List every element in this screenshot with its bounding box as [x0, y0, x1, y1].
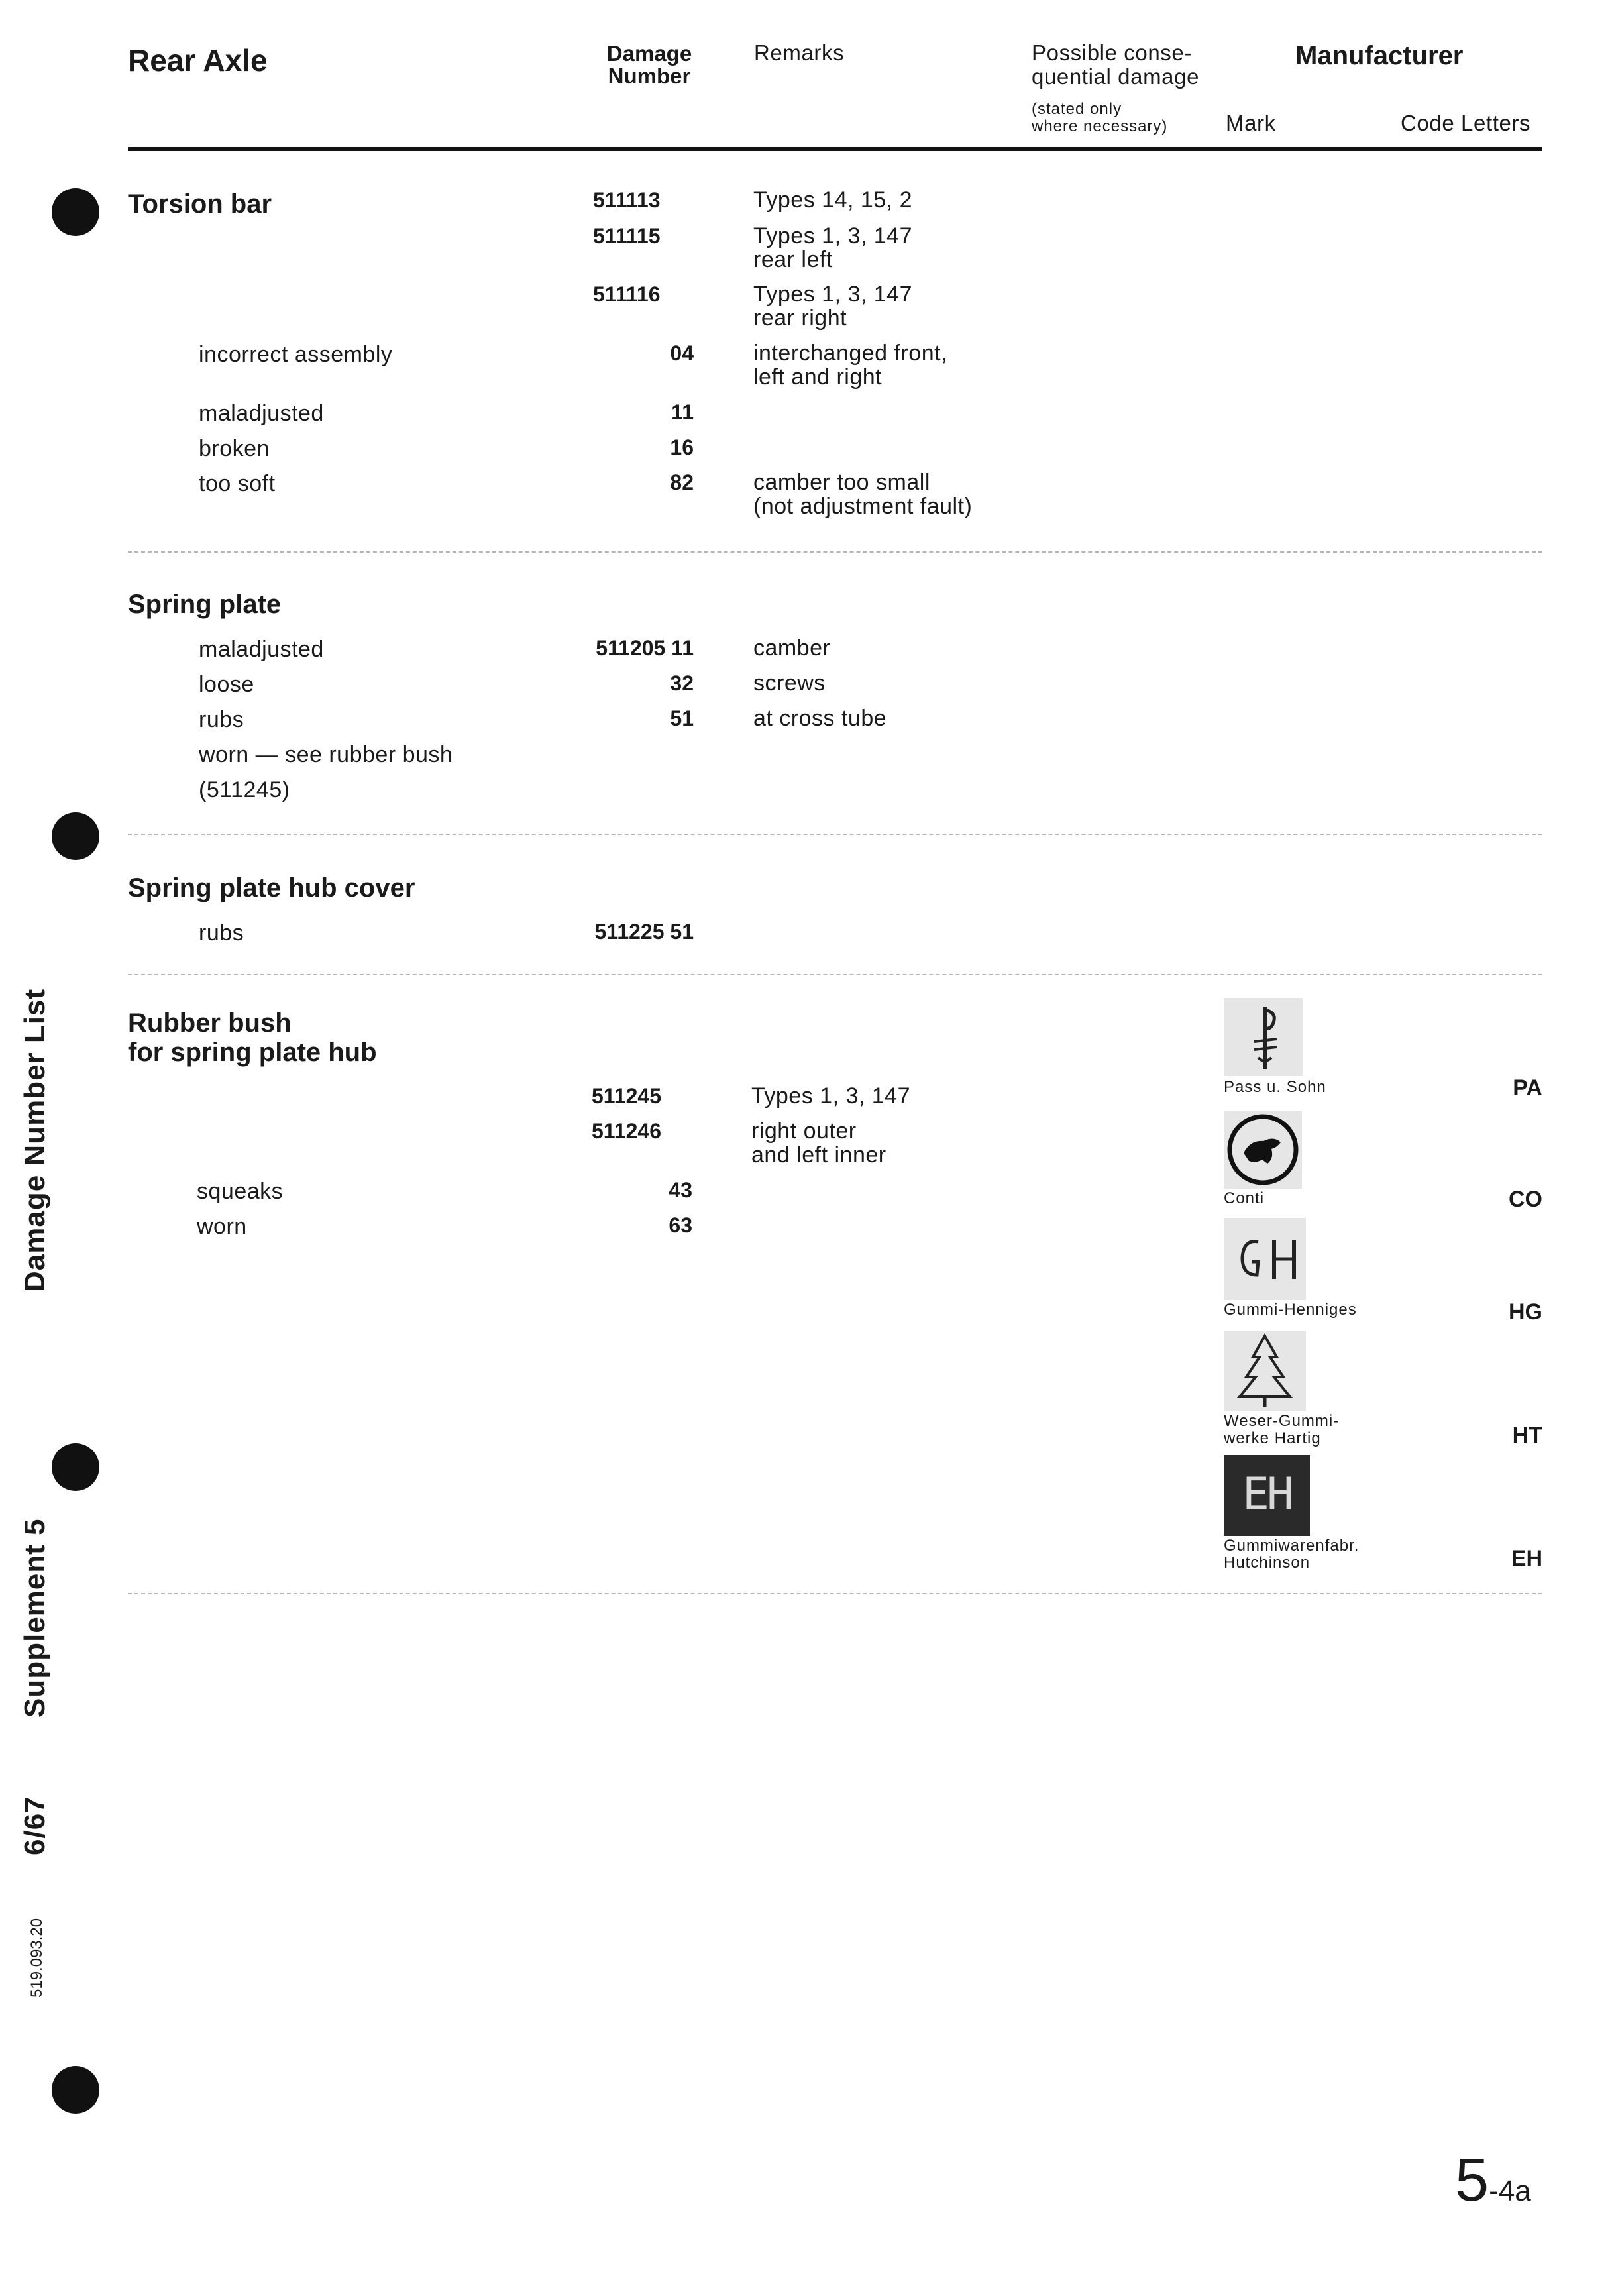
remark: Types 14, 15, 2: [753, 188, 912, 213]
mark-header: Mark: [1226, 111, 1276, 135]
section-divider: [128, 834, 1542, 835]
damage-number: 511246: [592, 1119, 662, 1143]
rubber-bush-title: Rubber bush for spring plate hub: [128, 1009, 377, 1067]
punch-hole: [52, 2066, 99, 2114]
fault-label: rubs: [199, 920, 244, 946]
fault-label: rubs: [199, 707, 244, 732]
page-number-main: 5: [1455, 2146, 1489, 2214]
remark: Types 1, 3, 147 rear left: [753, 223, 912, 272]
eh-logo-text: EH: [1242, 1468, 1291, 1521]
sidebar-list-title: Damage Number List: [19, 988, 51, 1292]
manufacturer-code: PA: [1513, 1075, 1542, 1101]
fault-label: too soft: [199, 471, 276, 496]
damage-number: 511113: [593, 188, 661, 212]
fault-remark: interchanged front, left and right: [753, 341, 948, 390]
fault-code: 82: [670, 470, 694, 494]
spring-plate-hub-cover-title: Spring plate hub cover: [128, 873, 415, 902]
fault-code: 511225 51: [594, 920, 694, 944]
fault-code: 63: [669, 1213, 692, 1237]
manufacturer-mark-name: Pass u. Sohn: [1224, 1078, 1326, 1096]
fault-remark: camber too small (not adjustment fault): [753, 470, 973, 519]
eh-monogram-icon: [1224, 1455, 1310, 1536]
manufacturer-mark-name: Weser-Gummi- werke Hartig: [1224, 1412, 1340, 1447]
manufacturer-mark-name: Gummiwarenfabr. Hutchinson: [1224, 1537, 1360, 1572]
possible-damage-note: (stated only where necessary): [1032, 100, 1168, 135]
sidebar-date: 6/67: [19, 1796, 51, 1855]
fault-code: 04: [670, 341, 694, 365]
possible-damage-header: Possible conse- quential damage: [1032, 40, 1200, 89]
sidebar-doc-number: 519.093.20: [28, 1918, 46, 1998]
fault-code: 43: [669, 1178, 692, 1202]
section-divider: [128, 1593, 1542, 1594]
spring-plate-title: Spring plate: [128, 590, 282, 619]
fault-label: maladjusted: [199, 637, 324, 662]
fault-label: loose: [199, 672, 254, 697]
section-title: Rear Axle: [128, 43, 268, 78]
manufacturer-code: CO: [1509, 1187, 1542, 1212]
torsion-bar-title: Torsion bar: [128, 190, 272, 219]
fault-label: incorrect assembly: [199, 342, 393, 367]
header-rule: [128, 147, 1542, 151]
fault-label: squeaks: [197, 1179, 284, 1204]
fault-label: worn — see rubber bush: [199, 742, 453, 767]
fault-label: worn: [197, 1214, 247, 1239]
punch-hole: [52, 188, 99, 236]
gh-monogram-icon: [1224, 1218, 1306, 1300]
conti-horse-icon: [1224, 1111, 1302, 1189]
fault-code: 511205 11: [596, 636, 694, 660]
fault-remark: screws: [753, 671, 826, 696]
damage-number: 511116: [593, 282, 661, 306]
remark: Types 1, 3, 147 rear right: [753, 282, 912, 331]
remark: Types 1, 3, 147: [751, 1083, 910, 1109]
pa-trademark-icon: [1224, 998, 1303, 1076]
manufacturer-code: HT: [1512, 1423, 1542, 1448]
page-number-suffix: -4a: [1489, 2175, 1531, 2207]
section-divider: [128, 551, 1542, 553]
damage-number: 511115: [593, 224, 661, 248]
page-number: [1455, 2148, 1531, 2223]
fault-remark: at cross tube: [753, 706, 887, 731]
punch-hole: [52, 812, 99, 860]
sidebar-supplement: Supplement 5: [19, 1518, 51, 1718]
fault-code: 11: [671, 400, 694, 424]
fault-code: 32: [670, 671, 694, 695]
fault-label: maladjusted: [199, 401, 324, 426]
remarks-header: Remarks: [754, 40, 845, 65]
fault-remark: camber: [753, 635, 831, 661]
punch-hole: [52, 1443, 99, 1491]
fault-label: broken: [199, 436, 270, 461]
code-letters-header: Code Letters: [1401, 111, 1531, 135]
remark: right outer and left inner: [751, 1119, 886, 1168]
fault-label: (511245): [199, 777, 290, 802]
manufacturer-mark-name: Conti: [1224, 1189, 1265, 1207]
fir-tree-icon: [1224, 1331, 1306, 1411]
fault-code: 51: [670, 706, 694, 730]
fault-code: 16: [670, 435, 694, 459]
manufacturer-code: HG: [1509, 1299, 1542, 1325]
manufacturer-mark-name: Gummi-Henniges: [1224, 1301, 1357, 1319]
section-divider: [128, 974, 1542, 975]
manufacturer-header: Manufacturer: [1295, 41, 1464, 70]
manufacturer-code: EH: [1511, 1546, 1542, 1571]
damage-number: 511245: [592, 1084, 662, 1108]
damage-number-header: Damage Number: [606, 41, 692, 88]
